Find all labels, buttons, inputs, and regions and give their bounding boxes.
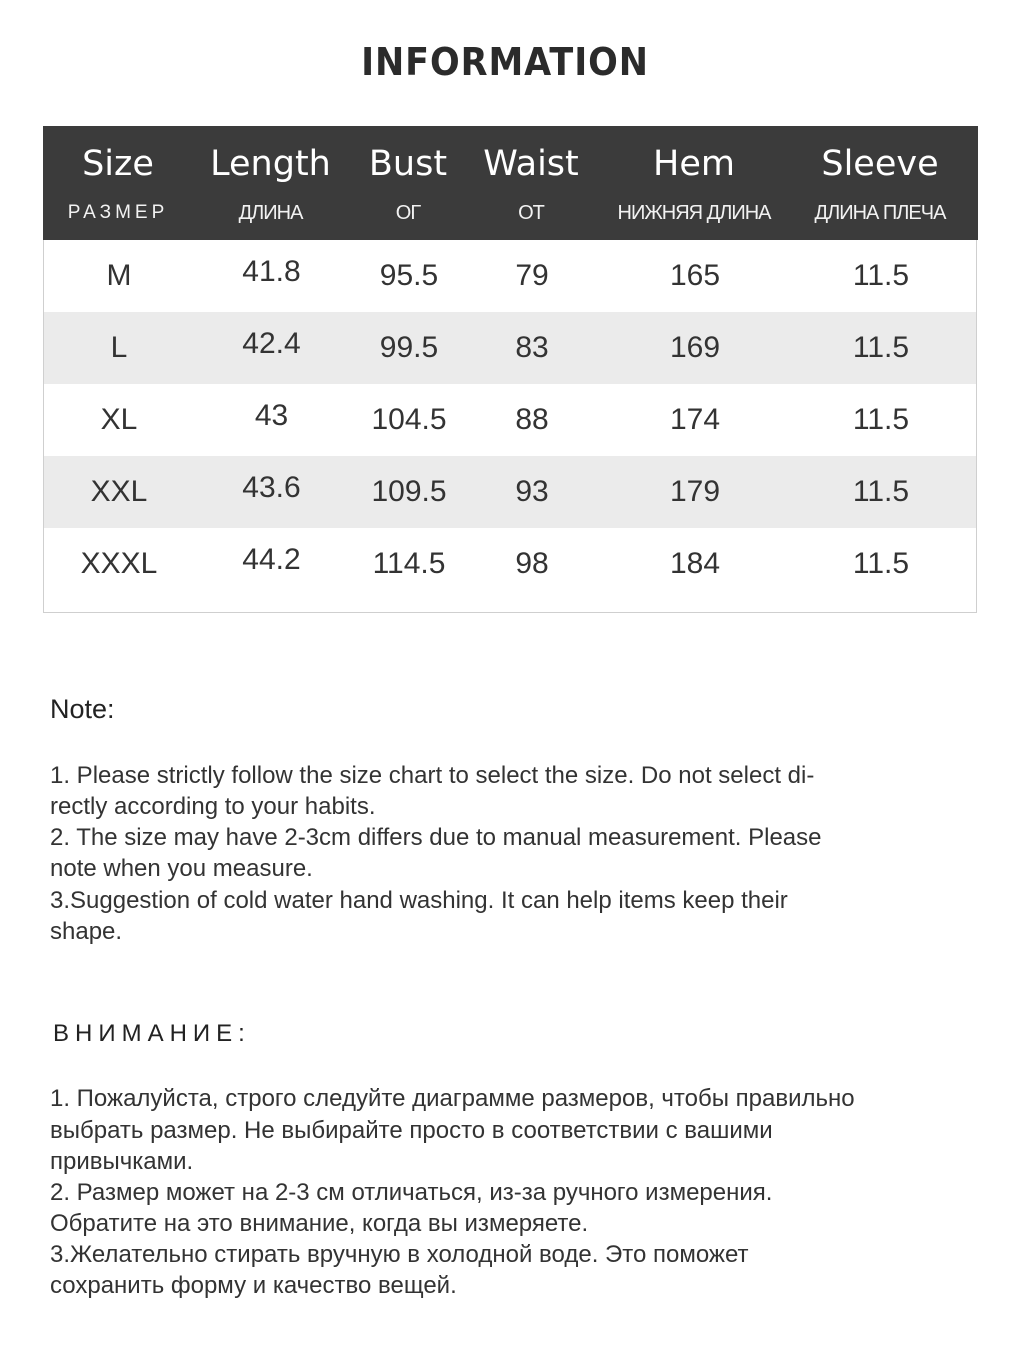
header-sleeve-ru: ДЛИНА ПЛЕЧА: [814, 202, 946, 224]
cell-size: XXXL: [80, 547, 158, 580]
header-length-label: Length: [210, 144, 331, 184]
note-line: 1. Please strictly follow the size chart to select the size. Do not select di-: [50, 762, 815, 789]
vnimanie-line: 3.Желательно стирать вручную в холодной воде. Это поможет: [50, 1241, 749, 1268]
header-size-ru: РАЗМЕР: [67, 202, 169, 223]
size-table: [43, 126, 977, 613]
header-length: [193, 126, 348, 240]
header-sleeve-label: Sleeve: [821, 144, 939, 184]
cell-sleeve: 11.5: [852, 547, 910, 580]
cell-length: 43.6: [242, 471, 301, 504]
note-line: 3.Suggestion of cold water hand washing. It can help items keep their: [50, 887, 788, 914]
cell-sleeve: 11.5: [852, 475, 910, 508]
cell-length: 41.8: [242, 255, 301, 288]
note-line: note when you measure.: [50, 855, 313, 882]
cell-bust: 99.5: [379, 331, 439, 364]
header-size: [43, 126, 193, 240]
cell-length: 43: [254, 399, 289, 432]
cell-size: M: [106, 259, 132, 292]
cell-waist: 83: [515, 331, 549, 364]
cell-length: 44.2: [242, 543, 301, 576]
cell-sleeve: 11.5: [852, 331, 910, 364]
header-hem: [594, 126, 794, 240]
header-size-label: Size: [82, 144, 154, 184]
table-row: [44, 384, 976, 456]
page-title: INFORMATION: [361, 40, 649, 84]
vnimanie-line: привычками.: [50, 1148, 194, 1175]
cell-waist: 93: [515, 475, 549, 508]
cell-size: XL: [100, 403, 138, 436]
vnimanie-line: выбрать размер. Не выбирайте просто в соответствии с вашими: [50, 1117, 773, 1144]
cell-size: XXL: [90, 475, 148, 508]
table-header: [43, 126, 978, 240]
note-line: 2. The size may have 2-3cm differs due to manual measurement. Please: [50, 824, 822, 851]
header-waist-ru: ОТ: [518, 202, 544, 224]
cell-bust: 114.5: [372, 547, 446, 580]
vnimanie-line: 1. Пожалуйста, строго следуйте диаграмме размеров, чтобы правильно: [50, 1085, 855, 1112]
header-bust: [348, 126, 468, 240]
header-hem-label: Hem: [653, 144, 735, 184]
vnimanie-line: 2. Размер может на 2-3 см отличаться, из-за ручного измерения.: [50, 1179, 773, 1206]
cell-hem: 174: [669, 403, 721, 436]
cell-hem: 169: [669, 331, 721, 364]
cell-waist: 88: [515, 403, 549, 436]
cell-waist: 79: [515, 259, 549, 292]
cell-length: 42.4: [242, 327, 301, 360]
cell-bust: 95.5: [379, 259, 439, 292]
cell-hem: 184: [669, 547, 721, 580]
cell-waist: 98: [515, 547, 549, 580]
note-heading: Note:: [50, 694, 115, 724]
vnimanie-heading: ВНИМАНИЕ:: [53, 1020, 251, 1047]
vnimanie-line: сохранить форму и качество вещей.: [50, 1272, 457, 1299]
cell-size: L: [110, 331, 128, 364]
cell-bust: 109.5: [371, 475, 447, 508]
header-length-ru: ДЛИНА: [238, 202, 303, 224]
vnimanie-line: Обратите на это внимание, когда вы измеряете.: [50, 1210, 589, 1237]
cell-hem: 179: [669, 475, 721, 508]
cell-bust: 104.5: [371, 403, 447, 436]
header-waist: [468, 126, 594, 240]
table-row: [44, 456, 976, 528]
note-line: shape.: [50, 918, 123, 945]
header-waist-label: Waist: [483, 144, 579, 184]
cell-sleeve: 11.5: [852, 403, 910, 436]
header-bust-ru: ОГ: [395, 202, 421, 224]
table-row: [44, 528, 976, 600]
note-line: rectly according to your habits.: [50, 793, 376, 820]
header-hem-ru: НИЖНЯЯ ДЛИНА: [617, 202, 771, 224]
cell-hem: 165: [669, 259, 721, 292]
table-row: [44, 312, 976, 384]
cell-sleeve: 11.5: [852, 259, 910, 292]
header-sleeve: [794, 126, 966, 240]
table-row: [44, 240, 976, 312]
header-bust-label: Bust: [368, 144, 448, 184]
